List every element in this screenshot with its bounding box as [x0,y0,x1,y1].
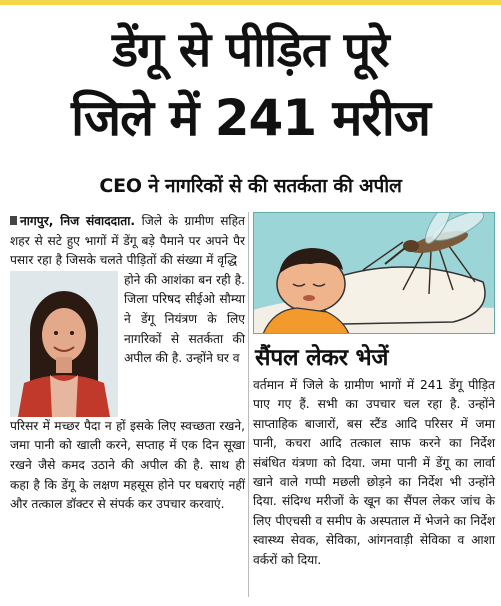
text-beside-photo [124,271,245,417]
headline [0,14,501,154]
mosquito-illustration [253,212,495,334]
article-continuation: परिसर में मच्छर पैदा न हों इसके लिए स्वच्छता रखने, जमा पानी को खाली करने, सप्ताह में एक दिन सूखा रखने जैसे कमद उठाने की अपील की है. साथ ही कहा है कि डेंगू के लक्षण महसूस होने पर घबराएं नहीं और तत्काल डॉक्टर से संपर्क कर उपचार करवाएं. [10,418,245,512]
column-divider [248,212,249,597]
article-intro [10,212,245,271]
subheadline: CEO ने नागरिकों से की सतर्कता की अपील [99,175,402,197]
headline-line-2: जिले में 241 मरीज [71,89,430,147]
article-left-column [10,212,245,515]
top-color-band [0,0,501,5]
byline-square-icon [10,216,17,225]
article-right-body [253,376,495,570]
headline-line-1: डेंगू से पीड़ित पूरे [112,22,389,78]
section-title: सैंपल लेकर भेजें [255,345,389,371]
right-body-text: वर्तमान में जिले के ग्रामीण भागों में 241 डेंगू पीड़ित पाए गए हैं. सभी का उपचार चल रहा है. उन्होंने साप्ताहिक बाजारों, बस स्टैंड आदि परिसर में जमा पानी, कचरा आदि तत्काल साफ करने का निर्देश संबंधित यंत्रणा को दिया. जमा पानी में डेंगू का लार्वा खाने वाले गप्पी मछली छोड़ने का निर्देश भी उन्होंने दिया. संदिग्ध मरीजों के खून का सैंपल लेकर जांच के लिए पीएचसी व समीप के अस्पताल में भेजने का निर्देश स्वास्थ्य सेवक, सेविका, आंगनवाड़ी सेविका व आशा वर्करों को दिया. [253,378,495,567]
article-right-column [253,212,495,570]
byline: नागपुर, निज संवाददाता. [20,214,136,228]
intro-text: जिले के ग्रामीण सहित शहर से सटे हुए भागों में डेंगू बड़े पैमाने पर अपने पैर पसार रहा है जिसके चलते पीड़ितों की संख्या में वृद्धि [10,214,246,268]
photo-row [10,271,245,417]
illustration-border [253,212,495,334]
ceo-portrait-photo [10,271,118,417]
beside-photo-text: होने की आशंका बन रही है. जिला परिषद सीईओ सौम्या ने डेंगू नियंत्रण के लिए नागरिकों से सतर्कता की अपील की है. उन्होंने घर व [124,272,245,366]
